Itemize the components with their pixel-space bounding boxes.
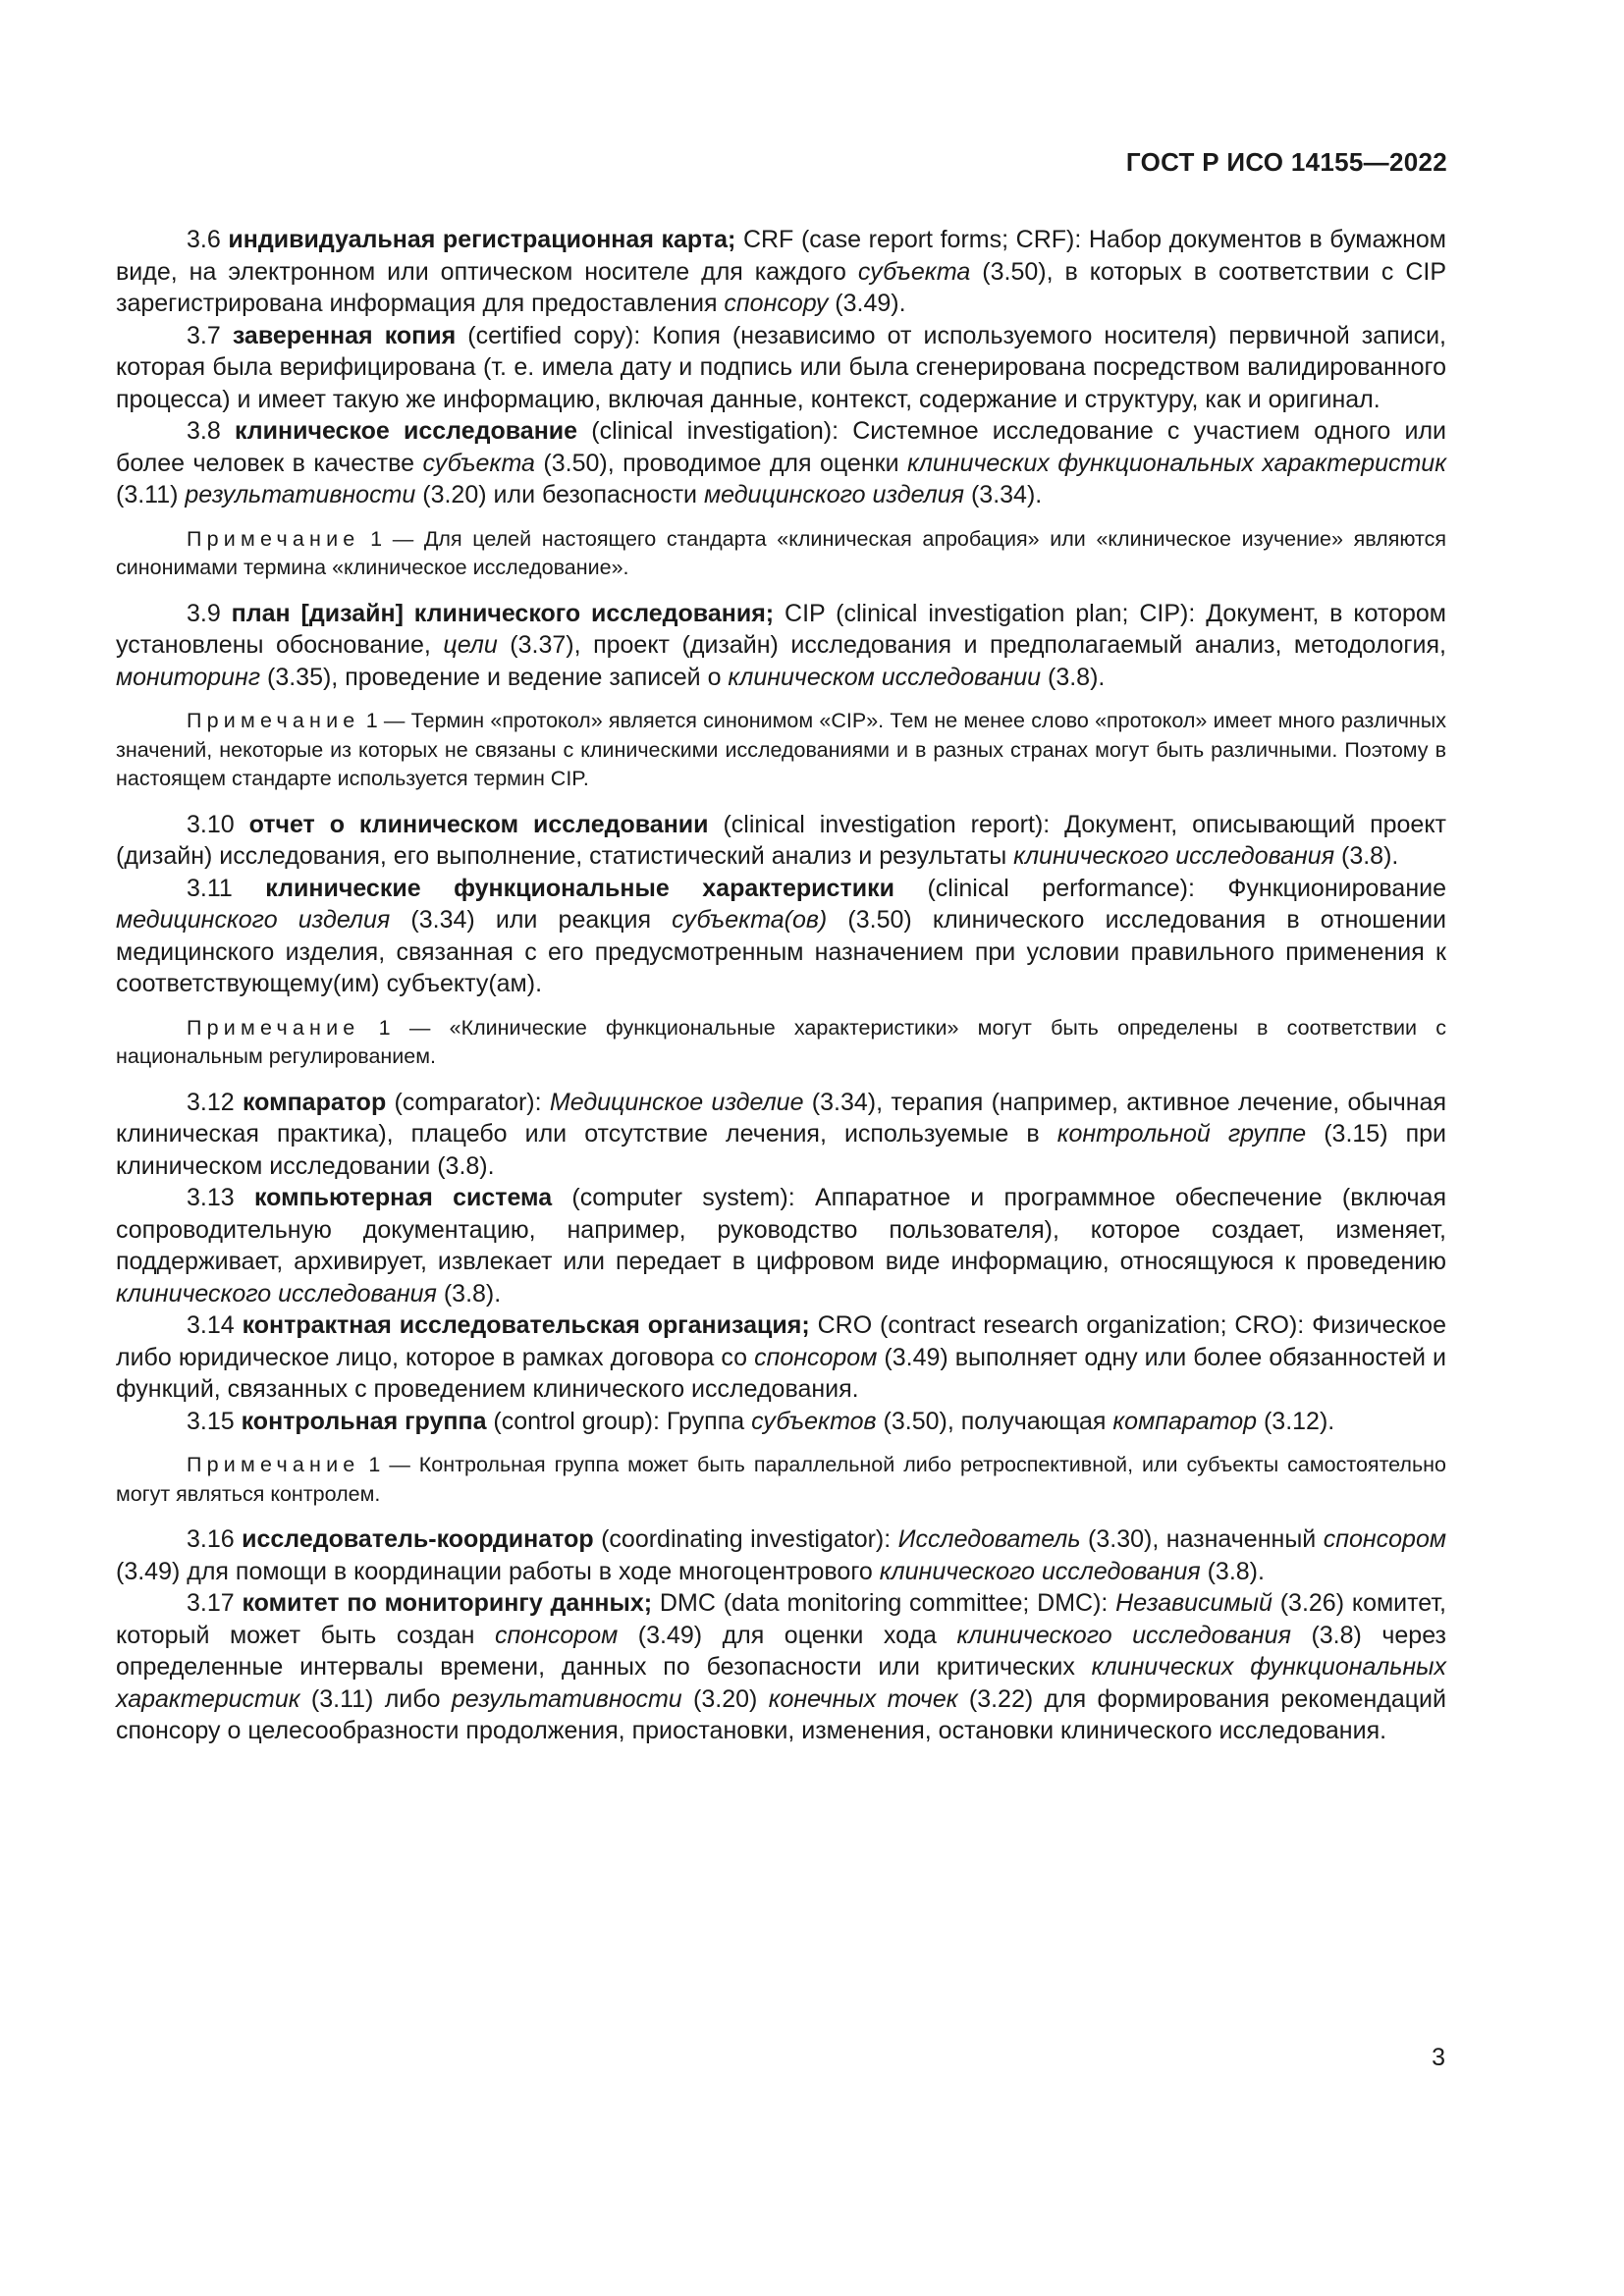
text-run: (clinical investigation report): Документ, описывающий проект (дизайн) исследования, его выполнение, статистический анализ и результаты	[116, 810, 1446, 870]
term-name: комитет по мониторингу данных;	[242, 1589, 653, 1617]
cross-reference-term: результативности	[451, 1684, 682, 1713]
text-run: (3.20)	[681, 1684, 769, 1713]
note-label: Примечание	[187, 1453, 360, 1476]
text-run: (3.34).	[964, 481, 1043, 508]
cross-reference-term: субъектов	[751, 1407, 877, 1435]
text-run: 3.17	[187, 1589, 243, 1617]
cross-reference-term: спонсором	[1323, 1525, 1447, 1553]
cross-reference-term: клиническом исследовании	[728, 663, 1042, 691]
text-run: (3.34), терапия (например, активное лечение, обычная клиническая практика), плацебо или отсутствие лечения, используемые в	[116, 1088, 1446, 1148]
text-run: (computer system): Аппаратное и программное обеспечение (включая сопроводительную документацию, например, руководство пользователя), которое создает, изменяет, поддерживает, архивирует, извлекает или передает в цифровом виде информацию, относящуюся к проведению	[116, 1184, 1446, 1275]
text-run: (3.50), в которых в соответствии с CIP зарегистрирована информация для предоставления	[116, 257, 1446, 317]
note-label: Примечание	[187, 709, 360, 732]
note-paragraph	[116, 707, 1446, 794]
text-run: 3.10	[187, 810, 249, 838]
text-run: (3.26) комитет, который может быть создан	[116, 1589, 1446, 1649]
text-run: (3.50) клинического исследования в отношении медицинского изделия, связанная с его предусмотренным назначением при условии правильного применения к соответствующему(им) субъекту(ам).	[116, 906, 1446, 997]
term-definition	[116, 224, 1446, 320]
term-definition	[116, 873, 1446, 1000]
text-run: 3.9	[187, 599, 232, 627]
text-run: (3.8).	[1200, 1557, 1265, 1585]
text-run: (3.49) выполняет одну или более обязанностей и функций, связанных с проведением клинического исследования.	[116, 1343, 1446, 1403]
text-run: CIP (clinical investigation plan; CIP): Документ, в котором установлены обоснование,	[116, 599, 1446, 659]
cross-reference-term: результативности	[185, 481, 416, 508]
text-run: CRF (case report forms; CRF): Набор документов в бумажном виде, на электронном или оптическом носителе для каждого	[116, 226, 1446, 286]
cross-reference-term: субъекта	[422, 449, 535, 477]
term-name: заверенная копия	[232, 321, 457, 349]
text-run: (3.8).	[1041, 663, 1106, 691]
text-run: (3.34) или реакция	[390, 906, 673, 934]
text-run: 3.11	[187, 874, 266, 902]
text-run: 1 — Для целей настоящего стандарта «клиническая апробация» или «клиническое изучение» являются синонимами термина «клиническое исследование».	[116, 526, 1446, 579]
text-run: (3.37), проект (дизайн) исследования и предполагаемый анализ, методология,	[497, 631, 1447, 659]
term-name: контрактная исследовательская организация;	[242, 1311, 810, 1339]
text-run: 3.8	[187, 417, 235, 445]
text-run: (3.15) при клиническом исследовании (3.8).	[116, 1120, 1446, 1180]
cross-reference-term: Исследователь	[897, 1525, 1081, 1553]
text-run: (3.50), проводимое для оценки	[534, 449, 907, 477]
term-definition	[116, 1587, 1446, 1747]
text-run: (clinical performance): Функционирование	[893, 874, 1446, 902]
cross-reference-term: цели	[443, 631, 498, 659]
cross-reference-term: клинических функциональных характеристик	[907, 449, 1447, 477]
term-definition	[116, 809, 1446, 873]
document-body	[116, 224, 1446, 1747]
text-run: (3.11) либо	[299, 1684, 452, 1713]
term-name: контрольная группа	[241, 1407, 487, 1435]
term-definition	[116, 415, 1446, 511]
text-run: CRO (contract research organization; CRO): Физическое либо юридическое лицо, которое в рамках договора со	[116, 1311, 1446, 1371]
text-run: (clinical investigation): Системное исследование с участием одного или более человек в качестве	[116, 417, 1447, 477]
cross-reference-term: клинического исследования	[1013, 842, 1335, 870]
cross-reference-term: клинического исследования	[956, 1621, 1291, 1649]
term-name: план [дизайн] клинического исследования;	[231, 599, 775, 627]
cross-reference-term: Независимый	[1115, 1589, 1272, 1617]
text-run: (3.8).	[436, 1279, 502, 1308]
cross-reference-term: спонсору	[724, 290, 829, 317]
text-run: (3.12).	[1257, 1407, 1335, 1435]
term-name: индивидуальная регистрационная карта;	[228, 226, 736, 253]
term-name: клиническое исследование	[234, 417, 578, 445]
text-run: DMC (data monitoring committee; DMC):	[652, 1589, 1116, 1617]
text-run: (3.50), получающая	[876, 1407, 1113, 1435]
cross-reference-term: мониторинг	[116, 663, 261, 691]
page-number: 3	[1432, 2044, 1445, 2071]
text-run: 1 — «Клинические функциональные характеристики» могут быть определены в соответствии с национальным регулированием.	[116, 1015, 1446, 1068]
standard-header: ГОСТ Р ИСО 14155—2022	[1125, 147, 1447, 177]
cross-reference-term: субъекта	[857, 257, 971, 286]
term-definition	[116, 1087, 1446, 1183]
text-run: (certified copy): Копия (независимо от используемого носителя) первичной записи, которая была верифицирована (т. е. имела дату и подпись или была сгенерирована посредством валидированного процесса) и имеет такую же информацию, включая данные, контекст, содержание и структуру, как и оригинал.	[116, 321, 1447, 413]
term-definition	[116, 320, 1446, 416]
cross-reference-term: клинического исследования	[879, 1557, 1201, 1585]
text-run: 1 — Контрольная группа может быть параллельной либо ретроспективной, или субъекты самостоятельно могут являться контролем.	[116, 1453, 1446, 1506]
text-run: 3.14	[187, 1311, 243, 1339]
cross-reference-term: медицинского изделия	[116, 906, 391, 934]
term-definition	[116, 1182, 1446, 1309]
cross-reference-term: клинического исследования	[116, 1279, 437, 1308]
text-run: (3.8) через определенные интервалы времени, данных по безопасности или критических	[116, 1621, 1447, 1681]
text-run: (3.30), назначенный	[1080, 1525, 1324, 1553]
note-paragraph	[116, 1014, 1446, 1072]
text-run: (3.35), проведение и ведение записей о	[260, 663, 729, 691]
cross-reference-term: компаратор	[1112, 1407, 1258, 1435]
text-run: (3.49) для оценки хода	[618, 1621, 957, 1649]
cross-reference-term: спонсором	[754, 1343, 878, 1371]
cross-reference-term: конечных точек	[768, 1684, 958, 1713]
note-paragraph	[116, 1451, 1446, 1509]
text-run: (comparator):	[386, 1088, 550, 1116]
text-run: 1 — Термин «протокол» является синонимом «CIP». Тем не менее слово «протокол» имеет много различных значений, некоторые из которых не связаны с клиническими исследованиями и в разных странах могут быть различными. Поэтому в настоящем стандарте используется термин CIP.	[116, 709, 1446, 790]
text-run: (control group): Группа	[486, 1407, 752, 1435]
text-run: (3.22) для формирования рекомендаций спонсору о целесообразности продолжения, приостановки, изменения, остановки клинического исследования.	[116, 1684, 1446, 1744]
text-run: (coordinating investigator):	[593, 1525, 898, 1553]
term-definition	[116, 1309, 1446, 1406]
text-run: (3.11)	[116, 481, 186, 508]
term-name: отчет о клиническом исследовании	[248, 810, 709, 838]
text-run: (3.49) для помощи в координации работы в ходе многоцентрового	[116, 1557, 880, 1585]
text-run: 3.16	[187, 1525, 243, 1553]
text-run: 3.15	[187, 1407, 242, 1435]
note-label: Примечание	[187, 526, 360, 551]
cross-reference-term: субъекта(ов)	[672, 906, 828, 934]
term-name: клинические функциональные характеристики	[265, 874, 894, 902]
note-paragraph	[116, 525, 1446, 583]
cross-reference-term: спонсором	[494, 1621, 619, 1649]
text-run: (3.49).	[828, 290, 906, 317]
text-run: 3.7	[187, 321, 233, 349]
term-name: компьютерная система	[253, 1184, 553, 1211]
note-label: Примечание	[187, 1015, 360, 1040]
cross-reference-term: клинических функциональных характеристик	[116, 1653, 1446, 1713]
text-run: 3.13	[187, 1184, 254, 1211]
text-run: 3.12	[187, 1088, 243, 1116]
term-definition	[116, 1406, 1446, 1438]
text-run: (3.8).	[1334, 842, 1399, 870]
term-name: исследователь-координатор	[242, 1525, 594, 1553]
text-run: (3.20) или безопасности	[415, 481, 704, 508]
term-definition	[116, 598, 1446, 694]
cross-reference-term: Медицинское изделие	[549, 1088, 804, 1116]
cross-reference-term: медицинского изделия	[703, 481, 965, 508]
term-name: компаратор	[242, 1088, 387, 1116]
text-run: 3.6	[187, 226, 229, 253]
cross-reference-term: контрольной группе	[1056, 1120, 1307, 1148]
term-definition	[116, 1523, 1446, 1587]
